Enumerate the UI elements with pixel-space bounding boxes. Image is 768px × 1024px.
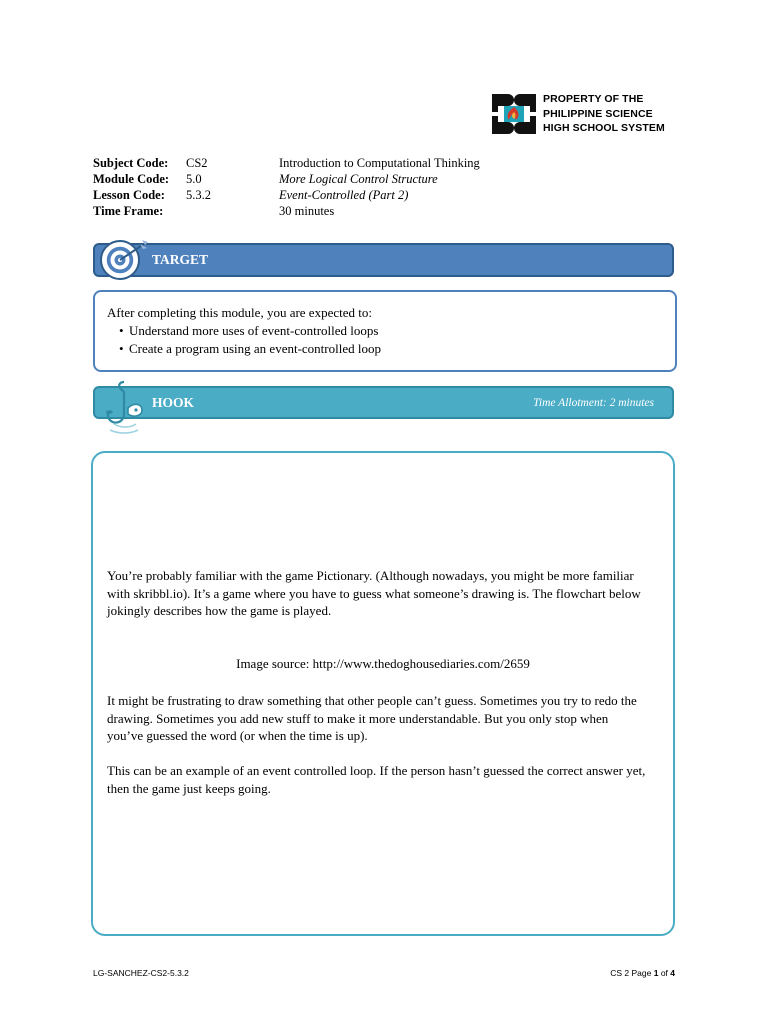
hook-paragraph-loop: This can be an example of an event controlled loop. If the person hasn’t guessed the correct answer yet, then the game just keeps going.	[107, 763, 646, 796]
image-source-caption: Image source: http://www.thedoghousediaries.com/2659	[236, 656, 530, 671]
logo-line: PHILIPPINE SCIENCE	[543, 107, 653, 120]
info-key: Module Code:	[93, 172, 170, 186]
hook-paragraph-intro: You’re probably familiar with the game Pictionary. (Although nowadays, you might be more familiar with skribbl.io). It’s a game where you have to guess what someone’s drawing is. The flowchart below jokingly describes how the game is played.	[107, 568, 641, 618]
info-key: Time Frame:	[93, 204, 164, 218]
info-title: 30 minutes	[279, 204, 335, 218]
info-key: Lesson Code:	[93, 188, 165, 202]
page-current: 1	[653, 968, 659, 978]
logo-line: HIGH SCHOOL SYSTEM	[543, 122, 665, 134]
target-objectives-list	[107, 322, 381, 358]
page-prefix: CS 2 Page	[610, 968, 654, 978]
list-item: • Create a program using an event-controlled loop	[107, 340, 381, 358]
logo-caption	[543, 92, 665, 136]
time-allotment: Time Allotment: 2 minutes	[533, 397, 654, 409]
page-total: 4	[670, 968, 675, 978]
info-title: Event-Controlled (Part 2)	[279, 188, 409, 202]
page-of: of	[658, 968, 671, 978]
target-heading: TARGET	[152, 252, 209, 267]
hook-paragraph-frustration: It might be frustrating to draw something that other people can’t guess. Sometimes you try to redo the drawing. Sometimes you add new stuff to make it more understandable. But you only stop when you’ve guessed the word (or when the time is up).	[107, 693, 637, 743]
target-bullseye-icon	[98, 236, 150, 282]
info-code: 5.0	[186, 172, 202, 186]
pshs-logo-icon	[490, 92, 538, 136]
info-code: 5.3.2	[186, 188, 211, 202]
footer-document-code: LG-SANCHEZ-CS2-5.3.2	[93, 968, 189, 978]
target-intro: After completing this module, you are expected to:	[107, 305, 372, 320]
info-code: CS2	[186, 156, 208, 170]
hook-heading: HOOK	[152, 395, 195, 410]
info-title: More Logical Control Structure	[279, 172, 438, 186]
list-item: • Understand more uses of event-controlled loops	[107, 322, 381, 340]
footer-page-number	[610, 968, 675, 978]
logo-line: PROPERTY OF THE	[543, 93, 644, 105]
target-content	[107, 304, 381, 358]
info-key: Subject Code:	[93, 156, 169, 170]
info-title: Introduction to Computational Thinking	[279, 156, 480, 170]
fishing-hook-icon	[100, 380, 148, 436]
